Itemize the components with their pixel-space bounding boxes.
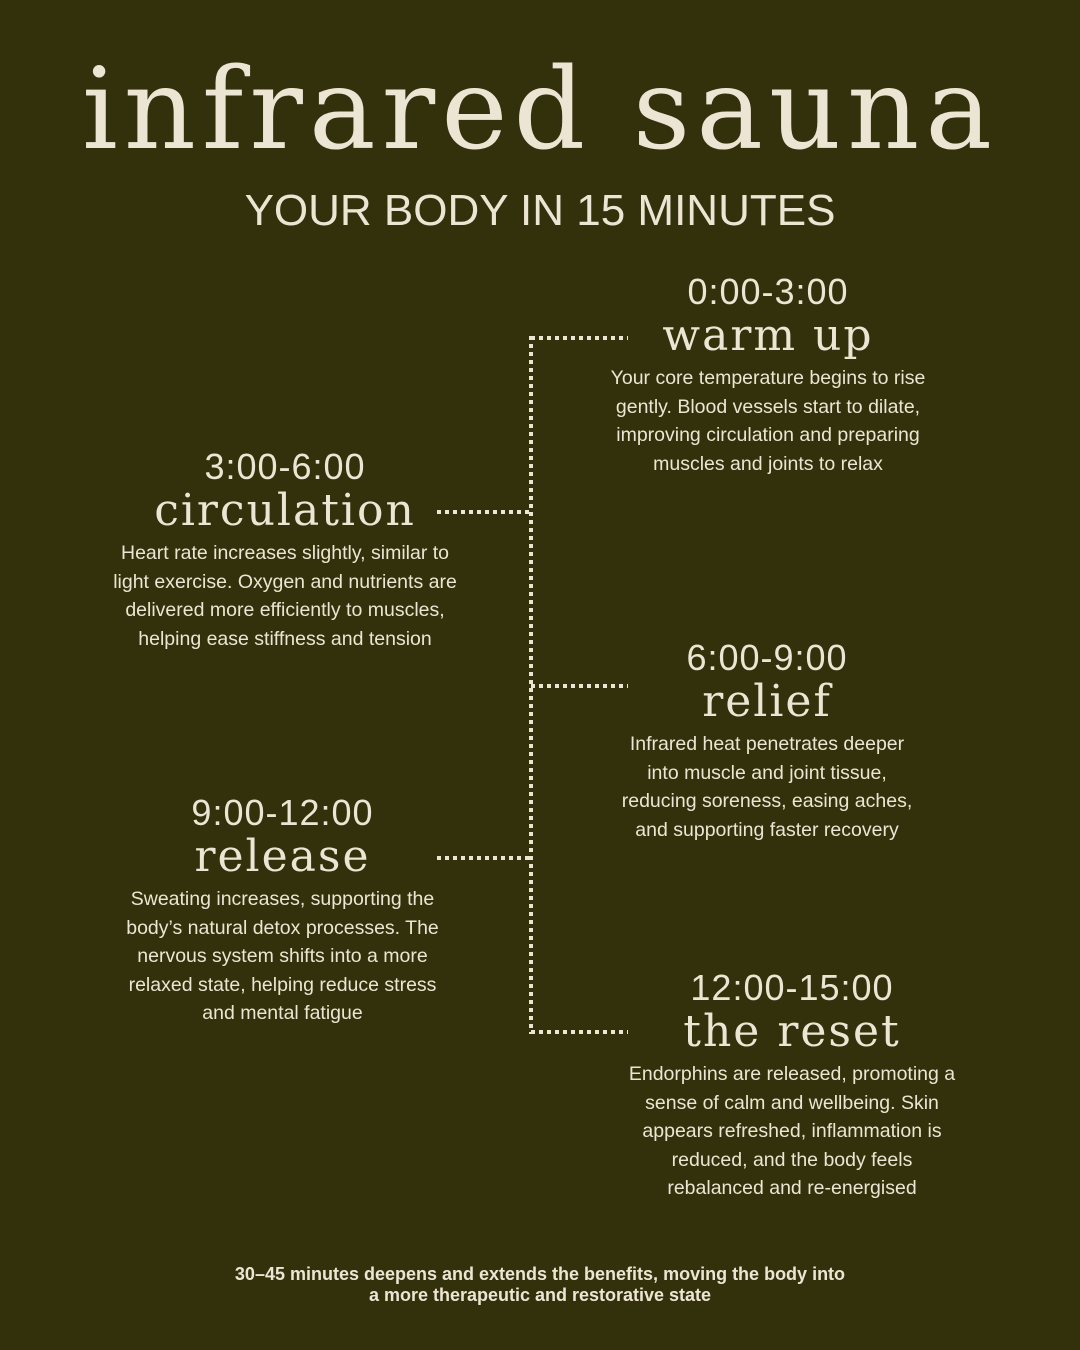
page-title: infrared sauna	[81, 45, 999, 175]
phase-name: the reset	[683, 1006, 901, 1057]
phase-name: warm up	[662, 310, 874, 361]
phase-time: 12:00-15:00	[690, 967, 894, 1008]
phase-time: 9:00-12:00	[191, 792, 374, 833]
phase-description: Sweating increases, supporting the body’s natural detox processes. The nervous system shifts into a more relaxed state, helping reduce stress and mental fatigue	[126, 888, 439, 1024]
phase-name: circulation	[154, 485, 416, 536]
footer-text: 30–45 minutes deepens and extends the benefits, moving the body into a more therapeutic and restorative state	[234, 1264, 846, 1305]
phase-name: release	[194, 831, 371, 882]
phase-time: 6:00-9:00	[686, 637, 848, 678]
phase-release	[110, 793, 455, 1028]
phase-description: Heart rate increases slightly, similar to light exercise. Oxygen and nutrients are delivered more efficiently to muscles, helping ease stiffness and tension	[113, 542, 457, 650]
phase-the-reset	[622, 968, 962, 1203]
phase-name: relief	[702, 676, 832, 727]
page-subtitle: YOUR BODY IN 15 MINUTES	[244, 186, 836, 235]
footer-note	[0, 1264, 1080, 1306]
phase-description: Endorphins are released, promoting a sense of calm and wellbeing. Skin appears refreshed, inflammation is reduced, and the body feels rebalanced and re-energised	[628, 1063, 956, 1199]
phase-description: Your core temperature begins to rise gently. Blood vessels start to dilate, improving circulation and preparing muscles and joints to relax	[610, 367, 926, 475]
phase-time: 0:00-3:00	[687, 271, 849, 312]
phase-time: 3:00-6:00	[204, 446, 366, 487]
phase-relief	[612, 638, 922, 844]
phase-description: Infrared heat penetrates deeper into muscle and joint tissue, reducing soreness, easing aches, and supporting faster recovery	[621, 733, 913, 841]
phase-warm-up	[608, 272, 928, 478]
phase-circulation	[110, 447, 460, 653]
